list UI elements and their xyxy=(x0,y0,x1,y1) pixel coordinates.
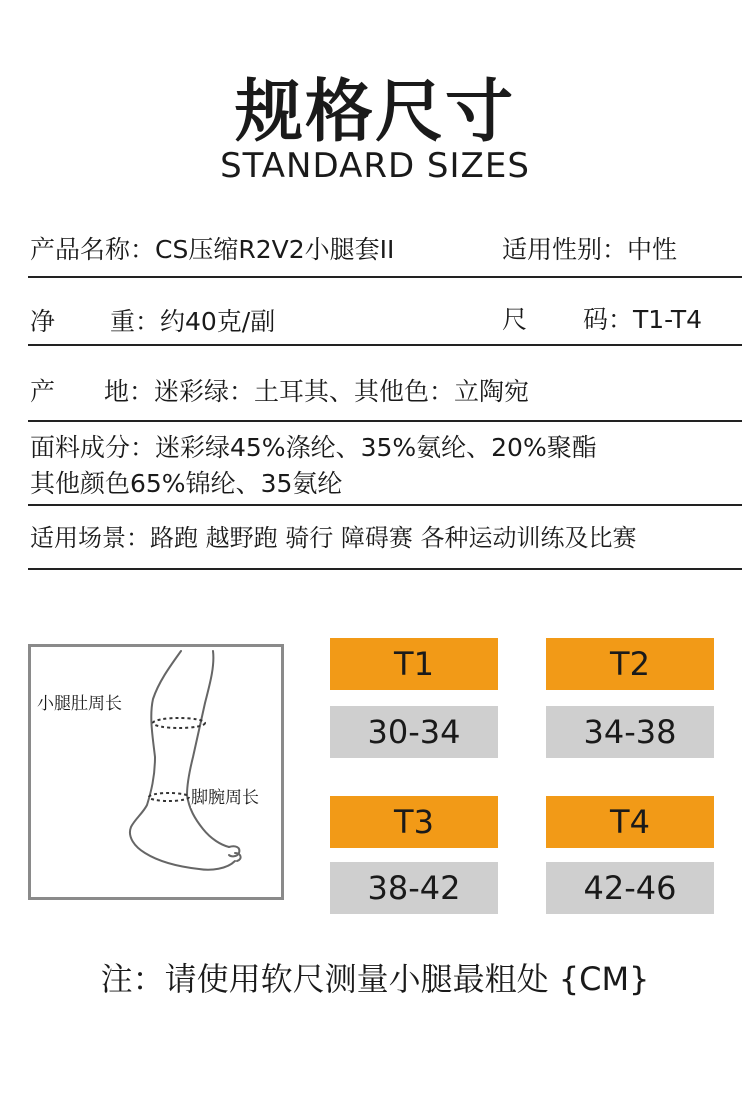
leg-illustration xyxy=(31,647,281,897)
divider xyxy=(28,504,742,506)
size-t2-range: 34-38 xyxy=(546,706,714,758)
material-line-1: 面料成分：迷彩绿45%涤纶、35%氨纶、20%聚酯 xyxy=(30,433,597,462)
measurement-note: 注：请使用软尺测量小腿最粗处 {CM} xyxy=(100,960,650,998)
divider xyxy=(28,344,742,346)
divider xyxy=(28,276,742,278)
origin-label: 产 xyxy=(30,377,56,406)
size-t2-header: T2 xyxy=(546,638,714,690)
ankle-label: 脚腕周长 xyxy=(191,783,259,808)
scenario: 适用场景：路跑 越野跑 骑行 障碍赛 各种运动训练及比赛 xyxy=(30,524,637,552)
size-t4-header: T4 xyxy=(546,796,714,848)
origin-value: 地：迷彩绿：土耳其、其他色：立陶宛 xyxy=(104,377,530,406)
material-line-2: 其他颜色65%锦纶、35氨纶 xyxy=(30,469,343,498)
divider xyxy=(28,568,742,570)
size-t1-range: 30-34 xyxy=(330,706,498,758)
size-t3-range: 38-42 xyxy=(330,862,498,914)
calf-label: 小腿肚周长 xyxy=(37,689,122,714)
weight-label: 净 xyxy=(30,307,56,336)
weight-value: 重：约40克/副 xyxy=(110,307,276,336)
size-label: 尺 xyxy=(502,305,528,334)
gender: 适用性别：中性 xyxy=(502,235,678,264)
product-name: 产品名称：CS压缩R2V2小腿套II xyxy=(30,235,395,264)
page-title: 规格尺寸 xyxy=(234,73,515,152)
page-subtitle: STANDARD SIZES xyxy=(220,146,530,186)
size-value: 码：T1-T4 xyxy=(583,305,703,334)
divider xyxy=(28,420,742,422)
size-t4-range: 42-46 xyxy=(546,862,714,914)
size-t1-header: T1 xyxy=(330,638,498,690)
size-t3-header: T3 xyxy=(330,796,498,848)
leg-diagram xyxy=(28,644,284,900)
